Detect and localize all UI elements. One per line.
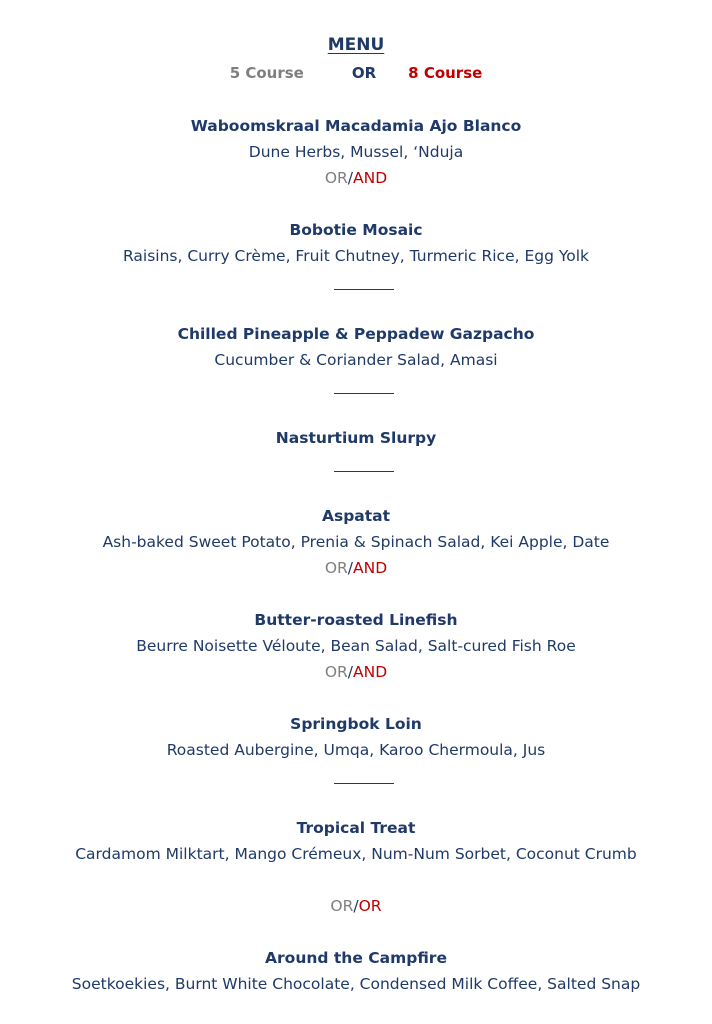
connector-or: OR <box>324 559 348 577</box>
connector-and: AND <box>353 169 388 187</box>
connector-slash: / <box>347 559 354 577</box>
course-name: Around the Campfire <box>265 949 447 967</box>
course-description: Soetkoekies, Burnt White Chocolate, Condensed Milk Coffee, Salted Snap <box>71 975 641 993</box>
section-divider <box>334 471 394 472</box>
course-connector <box>0 168 712 188</box>
section-divider <box>334 289 394 290</box>
course-description: Beurre Noisette Véloute, Bean Salad, Salt-cured Fish Roe <box>136 637 576 655</box>
course-description: Raisins, Curry Crème, Fruit Chutney, Turmeric Rice, Egg Yolk <box>122 247 590 265</box>
five-course-option: 5 Course <box>229 64 304 82</box>
course-name: Springbok Loin <box>290 715 422 733</box>
course-description: Roasted Aubergine, Umqa, Karoo Chermoula, Jus <box>166 741 546 759</box>
option-or: OR <box>351 64 377 82</box>
course-name: Butter-roasted Linefish <box>254 611 458 629</box>
course-name: Chilled Pineapple & Peppadew Gazpacho <box>177 325 535 343</box>
menu-title: MENU <box>327 35 385 55</box>
section-divider <box>334 393 394 394</box>
course-connector <box>0 662 712 682</box>
course-name: Bobotie Mosaic <box>289 221 423 239</box>
connector-slash: / <box>347 663 354 681</box>
section-divider <box>334 783 394 784</box>
course-name: Aspatat <box>321 507 391 525</box>
course-connector <box>0 558 712 578</box>
connector-slash: / <box>353 897 359 915</box>
course-description: Ash-baked Sweet Potato, Prenia & Spinach Salad, Kei Apple, Date <box>102 533 610 551</box>
course-connector <box>0 896 712 916</box>
connector-or: OR <box>330 897 354 915</box>
connector-or: OR <box>324 169 348 187</box>
connector-or: OR <box>324 663 348 681</box>
course-description: Cardamom Milktart, Mango Crémeux, Num-Num Sorbet, Coconut Crumb <box>75 845 637 863</box>
connector-and: AND <box>353 559 388 577</box>
connector-or-alt: OR <box>358 897 382 915</box>
course-options <box>0 63 712 83</box>
course-name: Tropical Treat <box>296 819 416 837</box>
course-description: Dune Herbs, Mussel, ‘Nduja <box>248 143 464 161</box>
eight-course-option: 8 Course <box>408 64 483 82</box>
course-description: Cucumber & Coriander Salad, Amasi <box>214 351 498 369</box>
course-name: Nasturtium Slurpy <box>275 429 437 447</box>
connector-slash: / <box>347 169 354 187</box>
connector-and: AND <box>353 663 388 681</box>
course-name: Waboomskraal Macadamia Ajo Blanco <box>190 117 522 135</box>
